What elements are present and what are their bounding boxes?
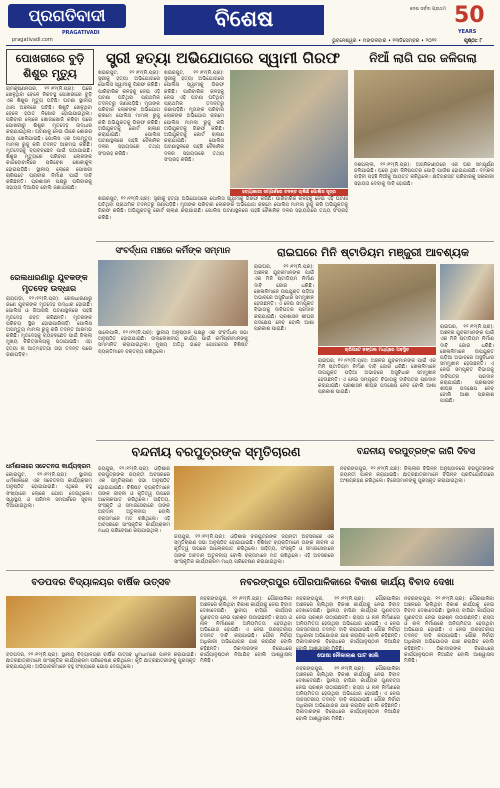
body-a8-col2: ଜୟପୁର, ୧୨।୧୨(ନି.ପ୍ର): ଓଡ଼ିଶାର ବରପୁତ୍ରଙ୍କ ଜୟନ୍ତୀ ଅବସରରେ ଏକ ସ୍ମୃତିଚାରଣ ସଭା ଅନୁଷ୍ଠିତ ହୋଇଯାଇଛି। ବିଶିଷ୍ଟ ବ୍ୟକ୍ତିମାନେ ତାଙ୍କ ଜୀବନୀ ଓ କୃତିତ୍ୱ ଉପରେ ଆଲୋକପାତ କରିଥିଲେ। ସାହିତ୍ୟ, ସଂସ୍କୃତି ଓ ସମାଜସେବାରେ ତାଙ୍କ ଅବଦାନ ଅତୁଳନୀୟ ବୋଲି ବକ୍ତାମାନେ ମତ ରଖିଥିଲେ। ଏହି ଅବସରରେ ସାଂସ୍କୃତିକ କାର୍ଯ୍ୟକ୍ରମ ମଧ୍ୟ ପରିବେଷଣ କରାଯାଇଥିଲା। xyxy=(174,534,334,565)
tagline: ଦେଶ ସର୍ବଦା ପ୍ରଥମ xyxy=(410,7,446,12)
body-a11-col1: ନବରଙ୍ଗପୁର, ୧୨।୧୨(ନି.ପ୍ର): ପୌରପାଳିକା ଅଞ୍ଚଳରେ ଚାଲିଥିବା ବିକାଶ କାର୍ଯ୍ୟକୁ ନେଇ ବିବାଦ ଦେଖାଦେଇଛି। ସ୍ଥାନୀୟ ବାସିନ୍ଦା କାର୍ଯ୍ୟର ଗୁଣବତ୍ତା ନେଇ ପ୍ରଶ୍ନ ଉଠାଇଛନ୍ତି। ରାସ୍ତା ଓ ନାଳ ନିର୍ମାଣରେ ଅନିୟମିତତା ହେଉଥିବା ଅଭିଯୋଗ ହୋଇଛି। ଏ ନେଇ ଉଚ୍ଚସ୍ତରୀୟ ତଦନ୍ତ ଦାବି କରାଯାଇଛି। ପୌର ନିର୍ବାହୀ ଅଧିକାରୀ ଅଭିଯୋଗର ଯାଞ୍ଚ କରାଯିବ ବୋଲି କହିଛନ୍ତି। ଠିକାଦାରଙ୍କ ବିରୋଧରେ କାର୍ଯ୍ୟାନୁଷ୍ଠାନ ନିଆଯିବ ବୋଲି ଆଶ୍ୱାସନା ମିଳିଛି। xyxy=(200,596,292,665)
anniversary-badge: 50 YEARS xyxy=(454,3,485,35)
photo-a10 xyxy=(6,596,196,648)
headline-a1-box xyxy=(6,49,94,85)
body-a9: ନବରଙ୍ଗପୁର, ୧୨।୧୨(ନି.ପ୍ର): ଜିଲ୍ଲାର ବିଭିନ୍ନ ଅନୁଷ୍ଠାନରେ ବରପୁତ୍ରଙ୍କ ଜୟନ୍ତୀ ପାଳନ କରାଯାଇଛି। ଛାତ୍ରଛାତ୍ରୀମାନେ ବିଭିନ୍ନ ପ୍ରତିଯୋଗିତାରେ ଅଂଶଗ୍ରହଣ କରିଥିଲେ। ବିଜେତାମାନଙ୍କୁ ପୁରସ୍କୃତ କରାଯାଇଥିଲା। xyxy=(340,466,494,485)
rule-row2 xyxy=(96,440,494,441)
brand-sub: PRAGATIVADI xyxy=(62,30,100,36)
headline-a2: ସ୍ତ୍ରୀ ହତ୍ୟା ଅଭିଯୋଗରେ ସ୍ୱାମୀ ଗିରଫ xyxy=(106,49,340,67)
body-a6-col2: ରାଇଘର, ୧୨।୧୨(ନି.ପ୍ର): ଅଞ୍ଚଳର ଯୁବକମାନଙ୍କ ପାଇଁ ଏକ ମିନି ଷ୍ଟାଡିୟମ ନିର୍ମାଣ ଦାବି ଜୋର ଧରିଛି। ଖେଳାଳିମାନେ ଉପଯୁକ୍ତ ପଡ଼ିଆ ଅଭାବରେ ଅସୁବିଧାର ସମ୍ମୁଖୀନ ହେଉଛନ୍ତି। ଏ ନେଇ ସମ୍ପୃକ୍ତ ବିଭାଗକୁ ଦାବିପତ୍ର ପ୍ରଦାନ କରାଯାଇଛି। ପ୍ରଶାସନ ଶୀଘ୍ର ପଦକ୍ଷେପ ନେବ ବୋଲି ଆଶା ପ୍ରକାଶ ପାଇଛି। xyxy=(318,358,436,396)
photo-a2 xyxy=(230,70,348,188)
headline-a5: ସଂବର୍ଦ୍ଧନା ମଞ୍ଚରେ କର୍ମିଙ୍କ ସମ୍ମାନ xyxy=(115,246,231,256)
masthead-rule xyxy=(6,45,494,46)
body-a7: କୋରାପୁଟ, ୧୨।୧୨(ନି.ପ୍ର): ସ୍ଥାନୀୟ ଧର୍ମଶାଳାରେ ଏକ ସଚେତନତା କାର୍ଯ୍ୟକ୍ରମ ଅନୁଷ୍ଠିତ ହୋଇଯାଇଛି। ଏଥିରେ ବହୁ ସଂଖ୍ୟାରେ ଲୋକେ ଯୋଗ ଦେଇଥିଲେ। ସ୍ୱାସ୍ଥ୍ୟ ଓ ପରିମଳ ସମ୍ପର୍କରେ ସୂଚନା ଦିଆଯାଇଥିଲା। xyxy=(6,472,92,510)
photo-a5 xyxy=(98,260,248,326)
website: pragativadi.com xyxy=(12,37,53,43)
body-a2-col3: ଖଇରପୁଟ, ୧୨।୧୨(ନି.ପ୍ର): ସ୍ତ୍ରୀକୁ ହତ୍ୟା ଅଭିଯୋଗରେ ପୋଲିସ ସ୍ୱାମୀକୁ ଗିରଫ କରିଛି। ପାରିବାରିକ କଳହକୁ ନେଇ ଏହି ଘଟଣା ଘଟିଥିବା ପ୍ରାଥମିକ ତଦନ୍ତରୁ ଜଣାପଡ଼ିଛି। ମୃତାଙ୍କ ପରିବାର ଲୋକଙ୍କ ଅଭିଯୋଗ କ୍ରମେ ପୋଲିସ ମାମଲା ରୁଜୁ କରି ଅଭିଯୁକ୍ତକୁ ଗିରଫ କରିଛି। ଅଭିଯୁକ୍ତକୁ କୋର୍ଟ ଚାଲାଣ କରାଯାଇଛି। ପୋଲିସ ଘଟଣାସ୍ଥଳରେ ପହଞ୍ଚି ବୈଜ୍ଞାନିକ ଦଳର ସହାୟତାରେ ତଥ୍ୟ ସଂଗ୍ରହ କରିଛି। xyxy=(98,196,348,221)
body-a10: ବଡପଦର, ୧୨।୧୨(ନି.ପ୍ର): ସ୍ଥାନୀୟ ବିଦ୍ୟାଳୟର ବାର୍ଷିକ ଉତ୍ସବ ଧୁମଧାମରେ ପାଳନ କରାଯାଇଛି। ଛାତ୍ରଛାତ୍ରୀମାନେ ସାଂସ୍କୃତିକ କାର୍ଯ୍ୟକ୍ରମ ପରିବେଷଣ କରିଥିଲେ। କୃତି ଛାତ୍ରଛାତ୍ରୀଙ୍କୁ ପୁରସ୍କୃତ କରାଯାଇଥିଲା। ଅଭିଭାବକମାନେ ବହୁ ସଂଖ୍ୟାରେ ଯୋଗ ଦେଇଥିଲେ। xyxy=(6,652,196,671)
body-a1: ରାମକୃଷ୍ଣନଗର, ୧୨।୧୨(ନି.ପ୍ର): ଘରେ ଖେଳୁଥିବା ବେଳେ ନିକଟସ୍ଥ ପୋଖରୀରେ ବୁଡ଼ି ଏକ ଶିଶୁର ମୃତ୍ୟୁ ଘଟିଛି। ଘଟଣା ସ୍ଥାନୀୟ ଥାନା ଅଞ୍ଚଳରେ ଘଟିଛି। ଶିଶୁଟି ଖେଳୁଥିବା ବେଳେ ହଠାତ ନିଖୋଜ ହୋଇଯାଇଥିଲା। ପରିବାର ଲୋକେ ଖୋଜାଖୋଜି କରିବା ପରେ ପୋଖରୀରୁ ଶିଶୁର ମୃତଦେହ ଉଦ୍ଧାର କରାଯାଇଥିଲା। ଘଟଣାକୁ ନେଇ ଗାଁରେ ଶୋକର ଛାୟା ଖେଳିଯାଇଛି। ପୋଲିସ ଏକ ଅପମୃତ୍ୟୁ ମାମଲା ରୁଜୁ କରି ତଦନ୍ତ ଆରମ୍ଭ କରିଛି। ମୃତଦେହକୁ ବ୍ୟବଚ୍ଛେଦ ପାଇଁ ପଠାଯାଇଛି। ଶିଶୁର ମୃତ୍ୟୁରେ ପରିବାର ଲୋକଙ୍କ କାନ୍ଦବୋବାଳିରେ ପରିବେଶ ଶୋକାକୁଳ ହୋଇପଡ଼ିଛି। ସ୍ଥାନୀୟ ଲୋକେ ପୋଖରୀ ଚାରିପଟେ ପ୍ରାଚୀର ନିର୍ମାଣ ପାଇଁ ଦାବି କରିଛନ୍ତି। ପ୍ରଶାସନ ପକ୍ଷରୁ ପରିବାରକୁ ସହାୟତା ଦିଆଯିବ ବୋଲି ଜଣାଯାଇଛି। xyxy=(6,86,92,192)
headline-a11: ନବରଙ୍ଗପୁର ପୌରପାଳିକାରେ ବିକାଶ କାର୍ଯ୍ୟ ବିବାଦ ଦେଖା xyxy=(239,577,455,588)
headline-a4: ରେଲଧାରଣାରୁ ଯୁବକଙ୍କ ମୃତଦେହ ଉଦ୍ଧାର xyxy=(10,273,88,293)
headline-a9: ବନ୍ଦନୀୟ ବରପୁତ୍ରଙ୍କ ଜାଗି ଦିବସ xyxy=(356,447,476,457)
body-a8-col1: ଜୟପୁର, ୧୨।୧୨(ନି.ପ୍ର): ଓଡ଼ିଶାର ବରପୁତ୍ରଙ୍କ ଜୟନ୍ତୀ ଅବସରରେ ଏକ ସ୍ମୃତିଚାରଣ ସଭା ଅନୁଷ୍ଠିତ ହୋଇଯାଇଛି। ବିଶିଷ୍ଟ ବ୍ୟକ୍ତିମାନେ ତାଙ୍କ ଜୀବନୀ ଓ କୃତିତ୍ୱ ଉପରେ ଆଲୋକପାତ କରିଥିଲେ। ସାହିତ୍ୟ, ସଂସ୍କୃତି ଓ ସମାଜସେବାରେ ତାଙ୍କ ଅବଦାନ ଅତୁଳନୀୟ ବୋଲି ବକ୍ତାମାନେ ମତ ରଖିଥିଲେ। ଏହି ଅବସରରେ ସାଂସ୍କୃତିକ କାର୍ଯ୍ୟକ୍ରମ ମଧ୍ୟ ପରିବେଷଣ କରାଯାଇଥିଲା। xyxy=(98,466,170,535)
photo-a6-caption: ଚାରିପଟେ ଜଙ୍ଗଲ ମଧ୍ୟରେ ଅବସ୍ଥିତ xyxy=(344,348,410,353)
page-number: ପୃଷ୍ଠା: ୮ xyxy=(464,38,483,44)
headline-a6: ରାଇଘରେ ମିନି ଷ୍ଟାଡିୟମ ମଞ୍ଜୁରୀ ଆବଶ୍ୟକ xyxy=(276,246,470,259)
photo-a3 xyxy=(354,70,494,158)
headline-a7: ଧର୍ମଶାଳାରେ ସଚେତନତା କାର୍ଯ୍ୟକ୍ରମ xyxy=(6,463,91,470)
rule-row1 xyxy=(96,241,494,242)
headline-a8: ବନ୍ଦନୀୟ ବରପୁତ୍ରଙ୍କ ସ୍ମୃତିଚାରଣ xyxy=(131,444,301,459)
body-a6-col3: ରାଇଘର, ୧୨।୧୨(ନି.ପ୍ର): ଅଞ୍ଚଳର ଯୁବକମାନଙ୍କ ପାଇଁ ଏକ ମିନି ଷ୍ଟାଡିୟମ ନିର୍ମାଣ ଦାବି ଜୋର ଧରିଛି। ଖେଳାଳିମାନେ ଉପଯୁକ୍ତ ପଡ଼ିଆ ଅଭାବରେ ଅସୁବିଧାର ସମ୍ମୁଖୀନ ହେଉଛନ୍ତି। ଏ ନେଇ ସମ୍ପୃକ୍ତ ବିଭାଗକୁ ଦାବିପତ୍ର ପ୍ରଦାନ କରାଯାଇଛି। ପ୍ରଶାସନ ଶୀଘ୍ର ପଦକ୍ଷେପ ନେବ ବୋଲି ଆଶା ପ୍ରକାଶ ପାଇଛି। xyxy=(440,324,494,405)
body-a3: ଦଶପଲ୍ଲା, ୧୨।୧୨(ନି.ପ୍ର): ଅଗ୍ନିକାଣ୍ଡରେ ଏକ ଘର ସମ୍ପୂର୍ଣ୍ଣ ଜଳିଯାଇଛି। ଘରେ ଥିବା ଜିନିଷପତ୍ର ପୋଡ଼ି ପାଉଁଶ ହୋଇଯାଇଛି। ଦମକଳ ବାହିନୀ ପହଞ୍ଚି ନିଆଁକୁ ଆୟତ୍ତ କରିଥିଲେ। କ୍ଷତିଗ୍ରସ୍ତ ପରିବାରକୁ ସରକାରୀ ସହାୟତା ଦେବାକୁ ଦାବି ହୋଇଛି। xyxy=(354,162,494,187)
photo-a2-caption: ହତ୍ୟାକାରୀ ସମ୍ପର୍କରେ ତଦନ୍ତ ଚାଲିଛି ପୋଲିସ ସୂତ୍ର xyxy=(242,190,336,195)
brand-name: ପ୍ରଗତିବାଦୀ xyxy=(28,6,106,25)
body-a11-col4: ନବରଙ୍ଗପୁର, ୧୨।୧୨(ନି.ପ୍ର): ପୌରପାଳିକା ଅଞ୍ଚଳରେ ଚାଲିଥିବା ବିକାଶ କାର୍ଯ୍ୟକୁ ନେଇ ବିବାଦ ଦେଖାଦେଇଛି। ସ୍ଥାନୀୟ ବାସିନ୍ଦା କାର୍ଯ୍ୟର ଗୁଣବତ୍ତା ନେଇ ପ୍ରଶ୍ନ ଉଠାଇଛନ୍ତି। ରାସ୍ତା ଓ ନାଳ ନିର୍ମାଣରେ ଅନିୟମିତତା ହେଉଥିବା ଅଭିଯୋଗ ହୋଇଛି। ଏ ନେଇ ଉଚ୍ଚସ୍ତରୀୟ ତଦନ୍ତ ଦାବି କରାଯାଇଛି। ପୌର ନିର୍ବାହୀ ଅଧିକାରୀ ଅଭିଯୋଗର ଯାଞ୍ଚ କରାଯିବ ବୋଲି କହିଛନ୍ତି। ଠିକାଦାରଙ୍କ ବିରୋଧରେ କାର୍ଯ୍ୟାନୁଷ୍ଠାନ ନିଆଯିବ ବୋଲି ଆଶ୍ୱାସନା ମିଳିଛି। xyxy=(404,596,494,665)
headline-a1: ପୋଖରୀରେ ବୁଡ଼ି ଶିଶୁର ମୃତ୍ୟୁ xyxy=(15,52,85,80)
body-a5: ସାଲେପାଲି, ୧୨।୧୨(ନି.ପ୍ର): ସ୍ଥାନୀୟ ଅନୁଷ୍ଠାନ ପକ୍ଷରୁ ଏକ ସଂବର୍ଦ୍ଧନା ସଭା ଅନୁଷ୍ଠିତ ହୋଇଯାଇଛି। ଉଲ୍ଲେଖନୀୟ କାର୍ଯ୍ୟ ପାଇଁ କର୍ମଚାରୀମାନଙ୍କୁ ସମ୍ମାନିତ କରାଯାଇଥିଲା। ମୁଖ୍ୟ ଅତିଥି ଭାବେ ଯୋଗଦେଇ ବିଶିଷ୍ଟ ବ୍ୟକ୍ତିମାନେ ବକ୍ତବ୍ୟ ରଖିଥିଲେ। xyxy=(98,330,248,355)
photo-a9 xyxy=(340,528,494,566)
photo-a6-portrait xyxy=(440,264,494,320)
body-a11-col3: ନବରଙ୍ଗପୁର, ୧୨।୧୨(ନି.ପ୍ର): ପୌରପାଳିକା ଅଞ୍ଚଳରେ ଚାଲିଥିବା ବିକାଶ କାର୍ଯ୍ୟକୁ ନେଇ ବିବାଦ ଦେଖାଦେଇଛି। ସ୍ଥାନୀୟ ବାସିନ୍ଦା କାର୍ଯ୍ୟର ଗୁଣବତ୍ତା ନେଇ ପ୍ରଶ୍ନ ଉଠାଇଛନ୍ତି। ରାସ୍ତା ଓ ନାଳ ନିର୍ମାଣରେ ଅନିୟମିତତା ହେଉଥିବା ଅଭିଯୋଗ ହୋଇଛି। ଏ ନେଇ ଉଚ୍ଚସ୍ତରୀୟ ତଦନ୍ତ ଦାବି କରାଯାଇଛି। ପୌର ନିର୍ବାହୀ ଅଧିକାରୀ ଅଭିଯୋଗର ଯାଞ୍ଚ କରାଯିବ ବୋଲି କହିଛନ୍ତି। ଠିକାଦାରଙ୍କ ବିରୋଧରେ କାର୍ଯ୍ୟାନୁଷ୍ଠାନ ନିଆଯିବ ବୋଲି ଆଶ୍ୱାସନା ମିଳିଛି। xyxy=(296,666,400,722)
photo-a6 xyxy=(318,264,436,346)
body-a2-col2: ଖଇରପୁଟ, ୧୨।୧୨(ନି.ପ୍ର): ସ୍ତ୍ରୀକୁ ହତ୍ୟା ଅଭିଯୋଗରେ ପୋଲିସ ସ୍ୱାମୀକୁ ଗିରଫ କରିଛି। ପାରିବାରିକ କଳହକୁ ନେଇ ଏହି ଘଟଣା ଘଟିଥିବା ପ୍ରାଥମିକ ତଦନ୍ତରୁ ଜଣାପଡ଼ିଛି। ମୃତାଙ୍କ ପରିବାର ଲୋକଙ୍କ ଅଭିଯୋଗ କ୍ରମେ ପୋଲିସ ମାମଲା ରୁଜୁ କରି ଅଭିଯୁକ୍ତକୁ ଗିରଫ କରିଛି। ଅଭିଯୁକ୍ତକୁ କୋର୍ଟ ଚାଲାଣ କରାଯାଇଛି। ପୋଲିସ ଘଟଣାସ୍ଥଳରେ ପହଞ୍ଚି ବୈଜ୍ଞାନିକ ଦଳର ସହାୟତାରେ ତଥ୍ୟ ସଂଗ୍ରହ କରିଛି। xyxy=(164,70,224,163)
body-a2-col1: ଖଇରପୁଟ, ୧୨।୧୨(ନି.ପ୍ର): ସ୍ତ୍ରୀକୁ ହତ୍ୟା ଅଭିଯୋଗରେ ପୋଲିସ ସ୍ୱାମୀକୁ ଗିରଫ କରିଛି। ପାରିବାରିକ କଳହକୁ ନେଇ ଏହି ଘଟଣା ଘଟିଥିବା ପ୍ରାଥମିକ ତଦନ୍ତରୁ ଜଣାପଡ଼ିଛି। ମୃତାଙ୍କ ପରିବାର ଲୋକଙ୍କ ଅଭିଯୋଗ କ୍ରମେ ପୋଲିସ ମାମଲା ରୁଜୁ କରି ଅଭିଯୁକ୍ତକୁ ଗିରଫ କରିଛି। ଅଭିଯୁକ୍ତକୁ କୋର୍ଟ ଚାଲାଣ କରାଯାଇଛି। ପୋଲିସ ଘଟଣାସ୍ଥଳରେ ପହଞ୍ଚି ବୈଜ୍ଞାନିକ ଦଳର ସହାୟତାରେ ତଥ୍ୟ ସଂଗ୍ରହ କରିଛି। xyxy=(98,70,160,157)
body-a6-col1: ରାଇଘର, ୧୨।୧୨(ନି.ପ୍ର): ଅଞ୍ଚଳର ଯୁବକମାନଙ୍କ ପାଇଁ ଏକ ମିନି ଷ୍ଟାଡିୟମ ନିର୍ମାଣ ଦାବି ଜୋର ଧରିଛି। ଖେଳାଳିମାନେ ଉପଯୁକ୍ତ ପଡ଼ିଆ ଅଭାବରେ ଅସୁବିଧାର ସମ୍ମୁଖୀନ ହେଉଛନ୍ତି। ଏ ନେଇ ସମ୍ପୃକ୍ତ ବିଭାଗକୁ ଦାବିପତ୍ର ପ୍ରଦାନ କରାଯାଇଛି। ପ୍ରଶାସନ ଶୀଘ୍ର ପଦକ୍ଷେପ ନେବ ବୋଲି ଆଶା ପ୍ରକାଶ ପାଇଛି। xyxy=(254,264,314,333)
masthead xyxy=(0,0,500,46)
headline-a10: ବଡପଦର ବିଦ୍ୟାଳୟର ବାର୍ଷିକ ଉତ୍ସବ xyxy=(31,577,171,588)
rule-row3 xyxy=(6,570,494,571)
photo-a8 xyxy=(174,466,334,530)
headline-a3: ନିଆଁ ଲାଗି ଘର ଜଳିଗଲା xyxy=(369,51,477,65)
date-line: ଭୁବନେଶ୍ୱର • ମଙ୍ଗଳବାର • ୧୩ଡିସେମ୍ବର • ୨୦୨୨ xyxy=(332,38,437,44)
section-title: ବିଶେଷ xyxy=(214,7,274,32)
body-a11-col2: ନବରଙ୍ଗପୁର, ୧୨।୧୨(ନି.ପ୍ର): ପୌରପାଳିକା ଅଞ୍ଚଳରେ ଚାଲିଥିବା ବିକାଶ କାର୍ଯ୍ୟକୁ ନେଇ ବିବାଦ ଦେଖାଦେଇଛି। ସ୍ଥାନୀୟ ବାସିନ୍ଦା କାର୍ଯ୍ୟର ଗୁଣବତ୍ତା ନେଇ ପ୍ରଶ୍ନ ଉଠାଇଛନ୍ତି। ରାସ୍ତା ଓ ନାଳ ନିର୍ମାଣରେ ଅନିୟମିତତା ହେଉଥିବା ଅଭିଯୋଗ ହୋଇଛି। ଏ ନେଇ ଉଚ୍ଚସ୍ତରୀୟ ତଦନ୍ତ ଦାବି କରାଯାଇଛି। ପୌର ନିର୍ବାହୀ ଅଧିକାରୀ ଅଭିଯୋଗର ଯାଞ୍ଚ କରାଯିବ ବୋଲି କହିଛନ୍ତି। ଠିକାଦାରଙ୍କ ବିରୋଧରେ କାର୍ଯ୍ୟାନୁଷ୍ଠାନ ନିଆଯିବ ବୋଲି ଆଶ୍ୱାସନା ମିଳିଛି। xyxy=(296,596,400,652)
box-a11-text: ଘୋଷା ନୌକାଲାଈ ଘାଟ ଖାଲି xyxy=(317,653,379,659)
body-a4: ରାୟଗଡ଼ା, ୧୨।୧୨(ନି.ପ୍ର): ରେଲଧାରଣାରୁ ଜଣେ ଯୁବକଙ୍କ ମୃତଦେହ ଉଦ୍ଧାର ହୋଇଛି। ପୋଲିସ ଓ ଜିଆରପି ଘଟଣାସ୍ଥଳରେ ପହଞ୍ଚି ମୃତଦେହ ଜବତ କରିଛନ୍ତି। ମୃତକଙ୍କ ପରିଚୟ ସ୍ଥିର ହୋଇପାରିନାହିଁ। ପୋଲିସ ଅପମୃତ୍ୟୁ ମାମଲା ରୁଜୁ କରି ତଦନ୍ତ ଆରମ୍ଭ କରିଛି। ମୃତଦେହକୁ ବ୍ୟବଚ୍ଛେଦ ପାଇଁ ଜିଲ୍ଲା ମୁଖ୍ୟ ଚିକିତ୍ସାଳୟକୁ ପଠାଯାଇଛି। ଏହା ହତ୍ୟା ନା ଆତ୍ମହତ୍ୟା ତାହା ତଦନ୍ତ ପରେ ଜଣାପଡ଼ିବ। xyxy=(6,296,92,358)
